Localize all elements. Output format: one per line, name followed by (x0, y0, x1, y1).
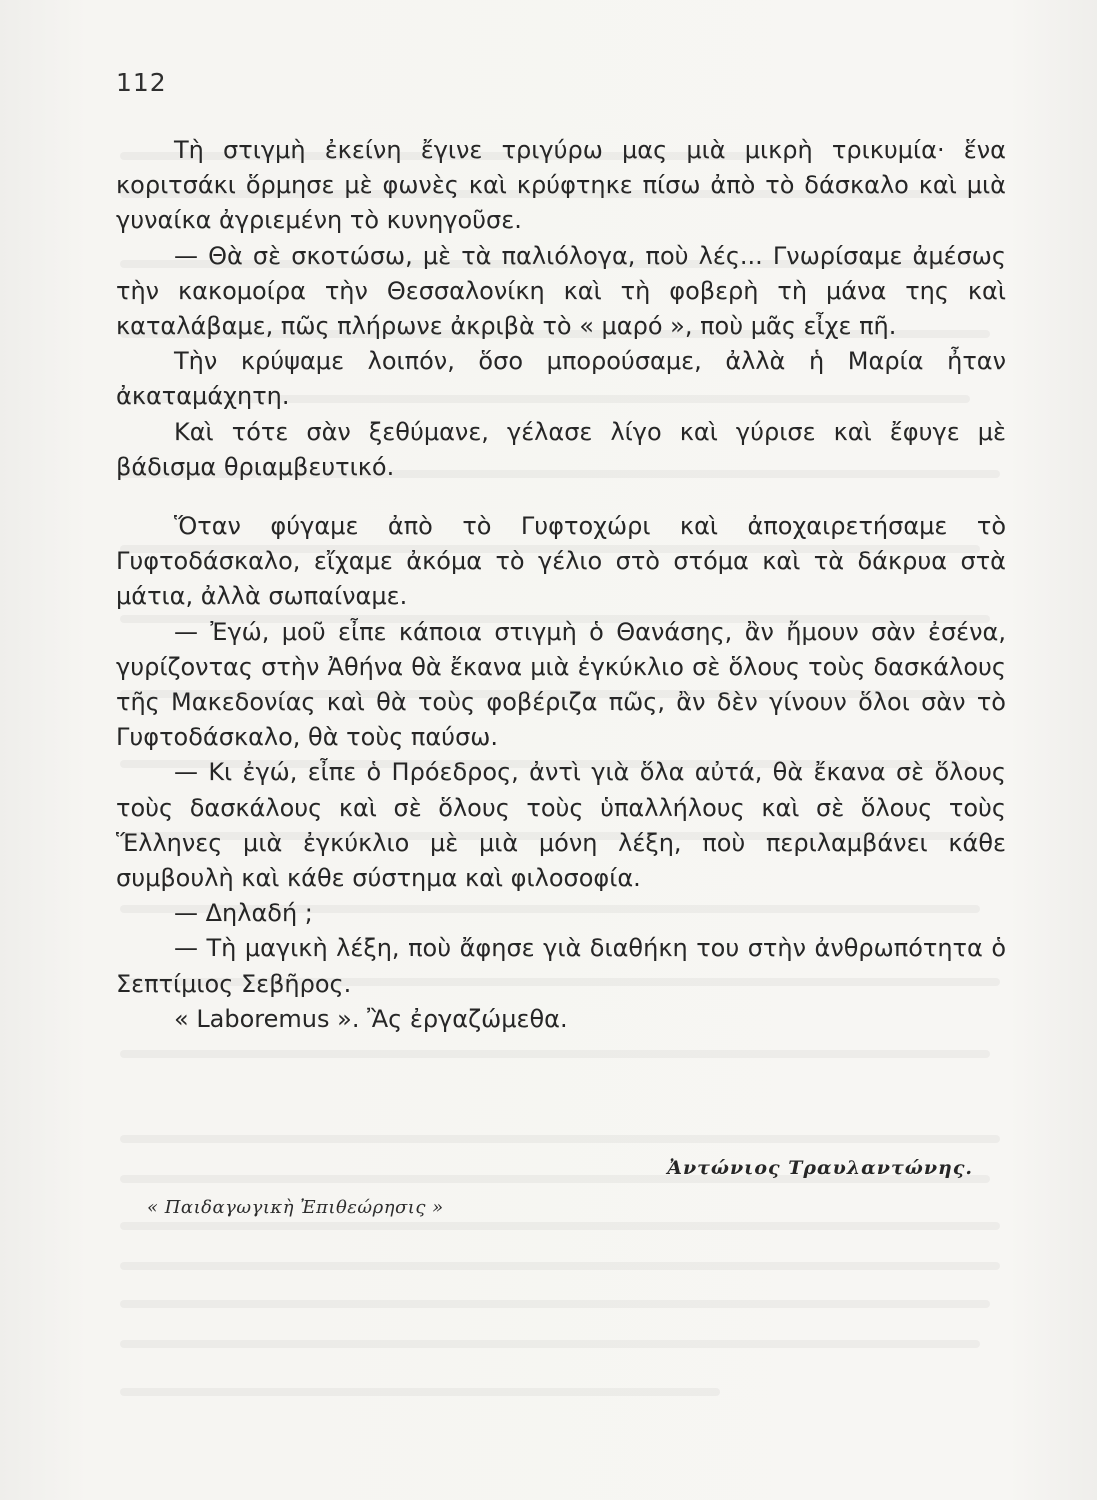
author-signature: Ἀντώνιος Τραυλαντώνης. (667, 1157, 973, 1179)
paragraph: — Δηλαδή ; (174, 899, 313, 928)
paragraph: — Ἐγώ, μοῦ εἶπε κάποια στιγμὴ ὁ Θανάσης, ἂν ἤμουν σὰν ἐσένα, γυρίζοντας στὴν Ἀθήνα θὰ ἔκανα μιὰ ἐγκύκλιο σὲ ὅλους τοὺς δασκάλους τῆς Μακεδονίας καὶ θὰ τοὺς φοβέριζα πῶς, ἂν δὲν γίνουν ὅλοι σὰν τὸ Γυφτοδάσκαλο, θὰ τοὺς παύσω. (116, 617, 1006, 752)
paragraph: « Laboremus ». Ἂς ἐργαζώμεθα. (174, 1004, 568, 1033)
paragraph: — Θὰ σὲ σκοτώσω, μὲ τὰ παλιόλογα, ποὺ λές... Γνωρίσαμε ἀμέσως τὴν κακομοίρα τὴν Θεσσαλονίκη καὶ τὴ φοβερὴ τὴ μάνα της καὶ καταλάβαμε, πῶς πλήρωνε ἀκριβὰ τὸ « μαρό », ποὺ μᾶς εἶχε πῆ. (116, 241, 1006, 341)
paragraph: Τὴν κρύψαμε λοιπόν, ὅσο μπορούσαμε, ἀλλὰ ἡ Μαρία ἦταν ἀκαταμάχητη. (116, 347, 1006, 411)
page-number: 112 (116, 68, 167, 97)
paragraph: — Τὴ μαγικὴ λέξη, ποὺ ἄφησε γιὰ διαθήκη του στὴν ἀνθρωπότητα ὁ Σεπτίμιος Σεβῆρος. (116, 934, 1006, 998)
paragraph: — Κι ἐγώ, εἶπε ὁ Πρόεδρος, ἀντὶ γιὰ ὅλα αὐτά, θὰ ἔκανα σὲ ὅλους τοὺς δασκάλους καὶ σὲ ὅλους τοὺς ὑπαλλήλους καὶ σὲ ὅλους τοὺς Ἕλληνες μιὰ ἐγκύκλιο μὲ μιὰ μόνη λέξη, ποὺ περιλαμβάνει κάθε συμβουλὴ καὶ κάθε σύστημα καὶ φιλοσοφία. (116, 758, 1006, 893)
paragraph-gap (116, 485, 1006, 509)
paragraph: Καὶ τότε σὰν ξεθύμανε, γέλασε λίγο καὶ γύρισε καὶ ἔφυγε μὲ βάδισμα θριαμβευτικό. (116, 417, 1006, 481)
body-text (116, 133, 1006, 1037)
source-citation: « Παιδαγωγικὴ Ἐπιθεώρησις » (147, 1197, 444, 1218)
paragraph: Ὅταν φύγαμε ἀπὸ τὸ Γυφτοχώρι καὶ ἀποχαιρετήσαμε τὸ Γυφτοδάσκαλο, εἴχαμε ἀκόμα τὸ γέλιο στὸ στόμα καὶ τὰ δάκρυα στὰ μάτια, ἀλλὰ σωπαίναμε. (116, 512, 1006, 611)
paragraph: Τὴ στιγμὴ ἐκείνη ἔγινε τριγύρω μας μιὰ μικρὴ τρικυμία· ἕνα κοριτσάκι ὅρμησε μὲ φωνὲς καὶ κρύφτηκε πίσω ἀπὸ τὸ δάσκαλο καὶ μιὰ γυναίκα ἀγριεμένη τὸ κυνηγοῦσε. (116, 136, 1006, 235)
